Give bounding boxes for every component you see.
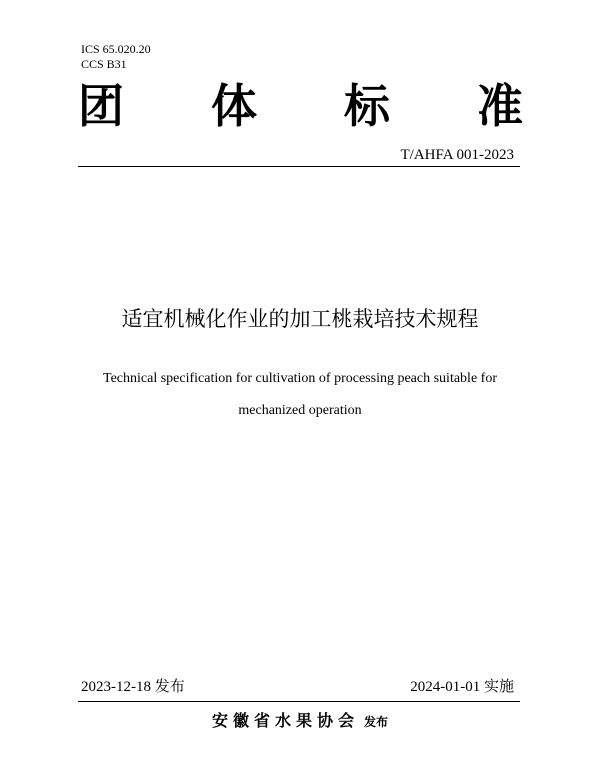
title-char-3: 标 bbox=[344, 79, 390, 133]
document-title-en-line1: Technical specification for cultivation of processing peach suitable for bbox=[103, 371, 497, 386]
document-title-en bbox=[0, 363, 600, 427]
publisher-suffix: 发布 bbox=[364, 715, 389, 729]
implementation-date: 2024-01-01 实施 bbox=[410, 679, 514, 695]
classification-codes bbox=[81, 42, 151, 72]
document-title-cn: 适宜机械化作业的加工桃栽培技术规程 bbox=[121, 307, 479, 331]
title-char-2: 体 bbox=[211, 79, 257, 133]
title-char-4: 准 bbox=[477, 79, 523, 133]
ics-code: ICS 65.020.20 bbox=[81, 42, 151, 56]
title-char-1: 团 bbox=[78, 79, 124, 133]
issue-date: 2023-12-18 发布 bbox=[81, 679, 185, 695]
header-divider bbox=[78, 166, 520, 167]
standard-type-title bbox=[78, 80, 523, 132]
document-title-en-line2: mechanized operation bbox=[238, 403, 362, 418]
ccs-code: CCS B31 bbox=[81, 57, 127, 71]
publisher-name: 安徽省水果协会 bbox=[211, 711, 359, 730]
publisher bbox=[0, 708, 600, 731]
footer-divider bbox=[78, 701, 520, 702]
standard-number: T/AHFA 001-2023 bbox=[400, 147, 514, 163]
